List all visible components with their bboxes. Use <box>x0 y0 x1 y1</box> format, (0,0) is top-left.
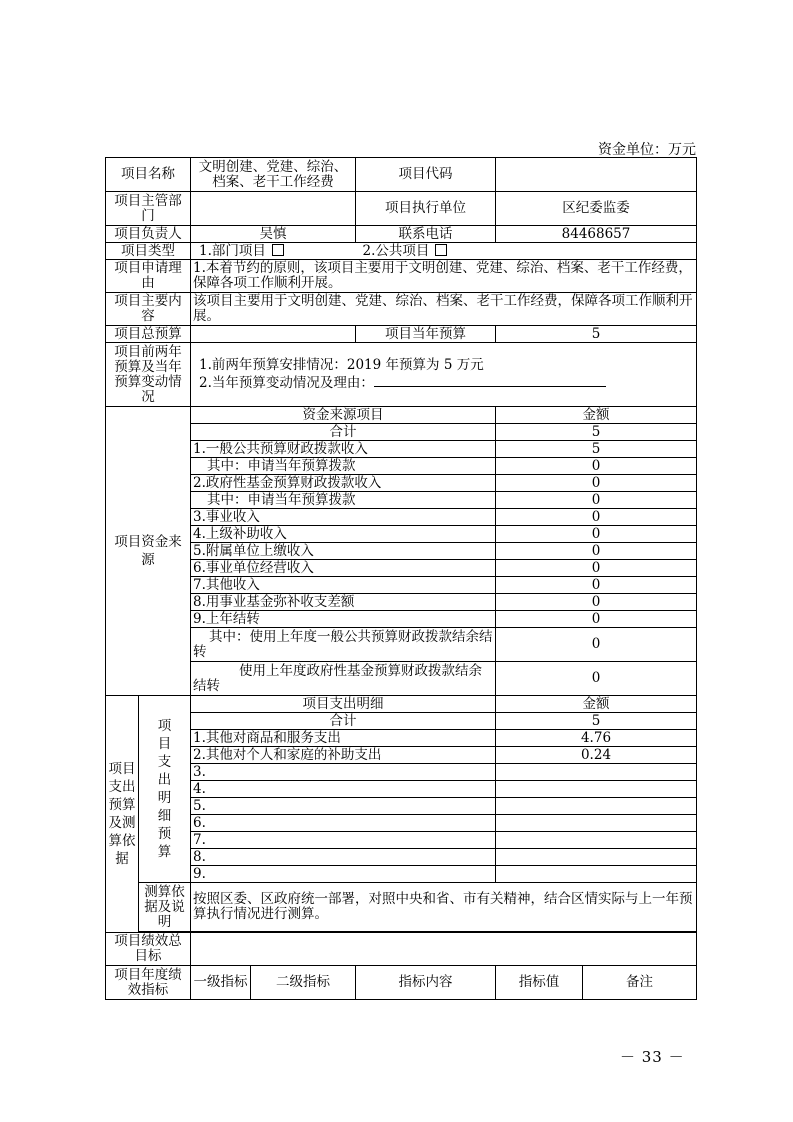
unit-label: 资金单位：万元 <box>598 142 696 158</box>
col-note: 备注 <box>583 966 697 1000</box>
row-project-name <box>106 158 697 192</box>
funding-row-label: 7.其他收入 <box>191 577 496 594</box>
type-options <box>191 243 697 260</box>
table-row <box>106 730 697 747</box>
expenditure-row-label: 4. <box>191 781 496 798</box>
funding-row-amount: 0 <box>496 458 697 475</box>
project-name-label: 项目名称 <box>106 158 191 192</box>
project-code-label: 项目代码 <box>356 158 496 192</box>
funding-row-amount: 0 <box>496 526 697 543</box>
basis-value: 按照区委、区政府统一部署，对照中央和省、市有关精神，结合区情实际与上一年预算执行情况进行测算。 <box>191 883 697 932</box>
annual-label: 项目年度绩效指标 <box>106 966 191 1000</box>
row-budget-change <box>106 343 697 407</box>
funding-header-row <box>106 407 697 424</box>
change-line2: 2.当年预算变动情况及理由： <box>199 375 374 391</box>
funding-row-amount: 0 <box>496 509 697 526</box>
row-annual-indicators <box>106 966 697 1000</box>
table-row <box>106 611 697 628</box>
type-label: 项目类型 <box>106 243 191 260</box>
row-dept <box>106 192 697 226</box>
total-budget-label: 项目总预算 <box>106 326 191 343</box>
funding-section-label: 项目资金来源 <box>106 407 191 696</box>
table-row <box>106 543 697 560</box>
col-value: 指标值 <box>496 966 583 1000</box>
funding-col-amount: 金额 <box>496 407 697 424</box>
row-budget <box>106 326 697 343</box>
funding-row-label: 3.事业收入 <box>191 509 496 526</box>
expenditure-col-item: 项目支出明细 <box>191 696 496 713</box>
table-row <box>106 424 697 441</box>
funding-row-label: 其中：申请当年预算拨款 <box>191 492 496 509</box>
change-reason-blank <box>374 373 606 387</box>
funding-row-amount: 0 <box>496 662 697 696</box>
funding-row-amount: 0 <box>496 628 697 662</box>
table-row <box>106 475 697 492</box>
funding-col-item: 资金来源项目 <box>191 407 496 424</box>
funding-row-label: 合计 <box>191 424 496 441</box>
funding-row-label: 4.上级补助收入 <box>191 526 496 543</box>
expenditure-row-amount <box>496 764 697 781</box>
row-reason <box>106 260 697 293</box>
type-option-dept: 1.部门项目 <box>199 242 266 259</box>
table-row <box>106 781 697 798</box>
expenditure-row-amount <box>496 815 697 832</box>
funding-row-amount: 0 <box>496 543 697 560</box>
change-line2-wrap <box>199 373 694 391</box>
checkbox-public-icon[interactable] <box>435 244 447 256</box>
col-level1: 一级指标 <box>191 966 251 1000</box>
funding-row-label: 2.政府性基金预算财政拨款收入 <box>191 475 496 492</box>
page-number: － 33 － <box>620 1048 685 1066</box>
funding-row-label: 5.附属单位上缴收入 <box>191 543 496 560</box>
funding-row-amount: 0 <box>496 611 697 628</box>
table-row <box>106 798 697 815</box>
expenditure-row-label: 8. <box>191 849 496 866</box>
table-row <box>106 458 697 475</box>
reason-label: 项目申请理由 <box>106 260 191 293</box>
dept-label: 项目主管部门 <box>106 192 191 226</box>
expenditure-row-amount <box>496 832 697 849</box>
table-row <box>106 560 697 577</box>
expenditure-row-amount: 4.76 <box>496 730 697 747</box>
funding-row-amount: 0 <box>496 577 697 594</box>
expenditure-row-amount <box>496 798 697 815</box>
expenditure-row-label: 3. <box>191 764 496 781</box>
expenditure-col-amount: 金额 <box>496 696 697 713</box>
funding-row-amount: 0 <box>496 594 697 611</box>
funding-row-label: 使用上年度政府性基金预算财政拨款结余结转 <box>191 662 496 696</box>
funding-row-amount: 5 <box>496 424 697 441</box>
expenditure-row-label: 2.其他对个人和家庭的补助支出 <box>191 747 496 764</box>
change-line1: 1.前两年预算安排情况：2019 年预算为 5 万元 <box>199 357 484 373</box>
phone-value: 84468657 <box>496 226 697 243</box>
owner-value: 吴慎 <box>191 226 356 243</box>
funding-row-label: 9.上年结转 <box>191 611 496 628</box>
funding-row-label: 其中：申请当年预算拨款 <box>191 458 496 475</box>
change-label: 项目前两年预算及当年预算变动情况 <box>106 343 191 407</box>
type-option-public: 2.公共项目 <box>362 242 430 259</box>
row-owner <box>106 226 697 243</box>
table-row <box>106 815 697 832</box>
table-row <box>106 832 697 849</box>
table-row <box>106 526 697 543</box>
table-row <box>106 662 697 696</box>
checkbox-dept-icon[interactable] <box>272 244 284 256</box>
expenditure-row-label: 6. <box>191 815 496 832</box>
total-budget-value <box>191 326 356 343</box>
row-performance-goal <box>106 933 697 966</box>
goal-value <box>191 933 697 966</box>
project-name-value: 文明创建、党建、综治、档案、老干工作经费 <box>191 158 356 192</box>
expenditure-inner-label: 项目支出明细预算 <box>139 696 191 883</box>
funding-row-amount: 0 <box>496 560 697 577</box>
dept-value <box>191 192 356 226</box>
expenditure-row-amount <box>496 866 697 883</box>
basis-label: 测算依据及说明 <box>139 883 191 932</box>
table-row <box>106 594 697 611</box>
funding-row-amount: 0 <box>496 475 697 492</box>
funding-row-amount: 0 <box>496 492 697 509</box>
expenditure-row-amount <box>496 849 697 866</box>
project-code-value <box>496 158 697 192</box>
table-row <box>106 628 697 662</box>
funding-row-amount: 5 <box>496 441 697 458</box>
expenditure-row-label: 7. <box>191 832 496 849</box>
expenditure-row-amount: 5 <box>496 713 697 730</box>
table-row <box>106 509 697 526</box>
owner-label: 项目负责人 <box>106 226 191 243</box>
table-row <box>106 866 697 883</box>
funding-row-label: 1.一般公共预算财政拨款收入 <box>191 441 496 458</box>
table-row <box>106 577 697 594</box>
expenditure-row-label: 9. <box>191 866 496 883</box>
table-row <box>106 764 697 781</box>
expenditure-header-row <box>106 696 697 713</box>
phone-label: 联系电话 <box>356 226 496 243</box>
table-row <box>106 849 697 866</box>
expenditure-outer-label: 项目支出预算及测算依据 <box>106 696 139 933</box>
content-value: 该项目主要用于文明创建、党建、综治、档案、老干工作经费，保障各项工作顺利开展。 <box>191 293 697 326</box>
row-type <box>106 243 697 260</box>
table-row <box>106 492 697 509</box>
change-content <box>191 343 697 407</box>
table-row <box>106 441 697 458</box>
content-label: 项目主要内容 <box>106 293 191 326</box>
funding-row-label: 6.事业单位经营收入 <box>191 560 496 577</box>
expenditure-row-label: 合计 <box>191 713 496 730</box>
project-budget-table <box>105 157 697 1000</box>
expenditure-row-amount: 0.24 <box>496 747 697 764</box>
goal-label: 项目绩效总目标 <box>106 933 191 966</box>
table-row <box>106 713 697 730</box>
reason-value: 1.本着节约的原则，该项目主要用于文明创建、党建、综治、档案、老干工作经费，保障各项工作顺利开展。 <box>191 260 697 293</box>
row-basis <box>106 883 697 932</box>
expenditure-row-label: 1.其他对商品和服务支出 <box>191 730 496 747</box>
year-budget-value: 5 <box>496 326 697 343</box>
table-row <box>106 747 697 764</box>
expenditure-row-amount <box>496 781 697 798</box>
col-content: 指标内容 <box>356 966 496 1000</box>
col-level2: 二级指标 <box>251 966 356 1000</box>
funding-row-label: 8.用事业基金弥补收支差额 <box>191 594 496 611</box>
row-content <box>106 293 697 326</box>
exec-unit-value: 区纪委监委 <box>496 192 697 226</box>
funding-row-label: 其中：使用上年度一般公共预算财政拨款结余结转 <box>191 628 496 662</box>
year-budget-label: 项目当年预算 <box>356 326 496 343</box>
exec-unit-label: 项目执行单位 <box>356 192 496 226</box>
expenditure-row-label: 5. <box>191 798 496 815</box>
